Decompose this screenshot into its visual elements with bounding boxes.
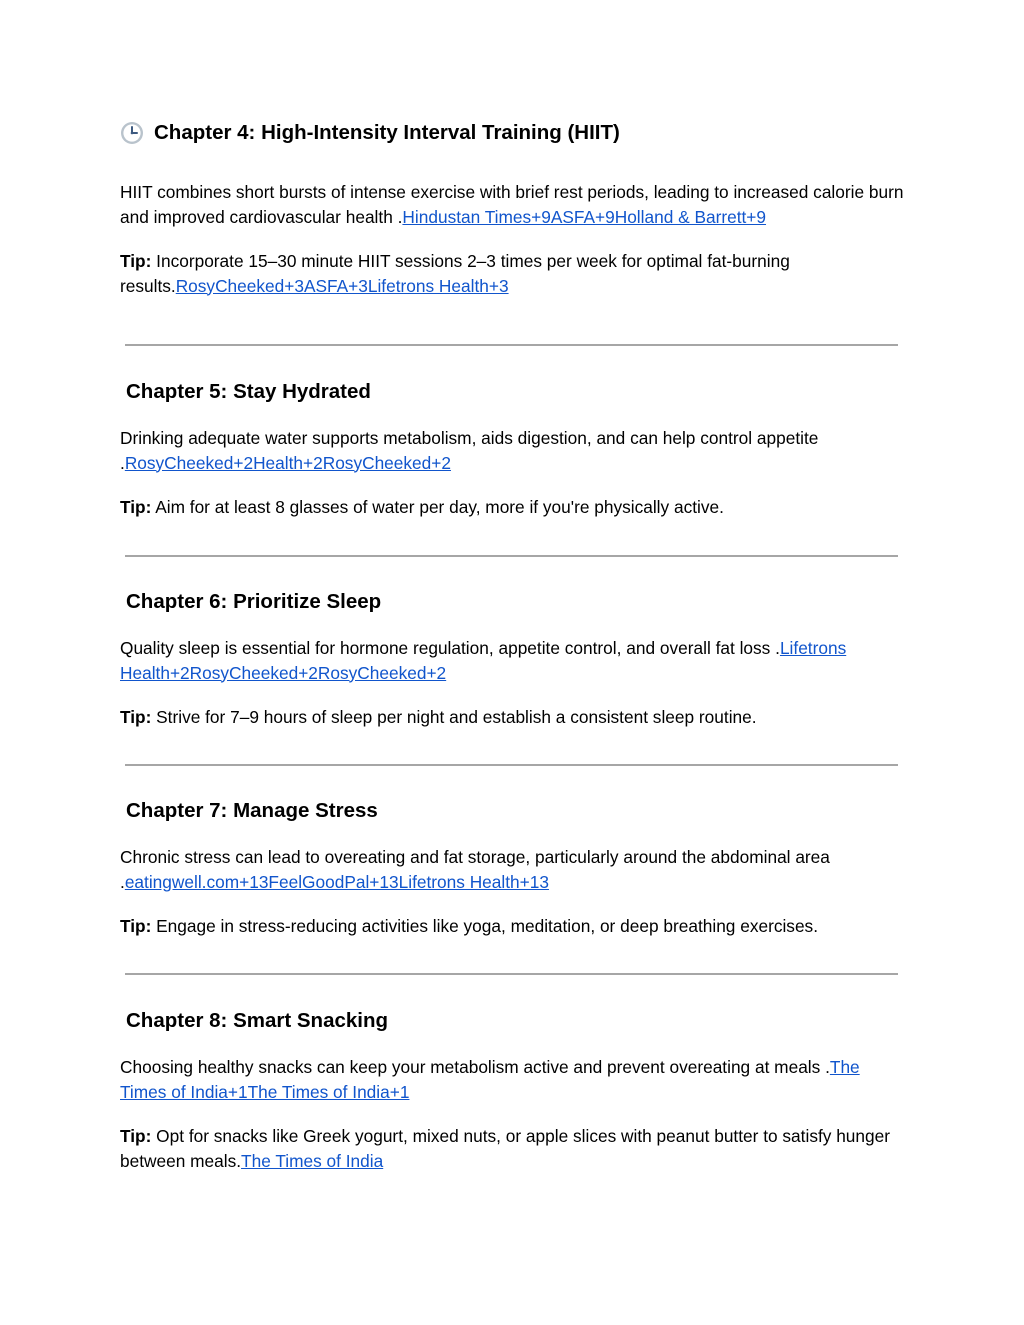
chapter-6-heading — [120, 589, 910, 615]
section-divider — [125, 344, 898, 346]
chapter-4-body-link[interactable]: Hindustan Times+9ASFA+9Holland & Barrett+9 — [402, 206, 767, 227]
chapter-7-body-text: Chronic stress can lead to overeating and fat storage, particularly around the abdominal area . — [120, 847, 830, 892]
chapter-4-body — [120, 180, 910, 229]
chapter-5-heading — [120, 379, 910, 405]
chapter-6-title: Chapter 6: Prioritize Sleep — [126, 590, 382, 613]
chapter-4-tip-link[interactable]: RosyCheeked+3ASFA+3Lifetrons Health+3 — [175, 275, 509, 296]
chapter-6-body-text: Quality sleep is essential for hormone regulation, appetite control, and overall fat loss . — [120, 638, 780, 658]
chapter-6-body-link[interactable]: Lifetrons Health+2RosyCheeked+2RosyCheeked+2 — [120, 638, 847, 683]
chapter-4-tip-text: Incorporate 15–30 minute HIIT sessions 2–3 times per week for optimal fat-burning results. — [120, 251, 790, 296]
chapter-7-section — [120, 798, 910, 939]
chapter-8-body — [120, 1055, 910, 1104]
chapter-8-body-link[interactable]: The Times of India+1The Times of India+1 — [120, 1057, 860, 1102]
chapter-5-tip-label: Tip: — [120, 497, 152, 517]
chapter-5-body — [120, 426, 910, 475]
chapter-4-body-text: HIIT combines short bursts of intense exercise with brief rest periods, leading to increased calorie burn and improved cardiovascular health . — [120, 182, 904, 227]
chapter-6-tip — [120, 705, 910, 730]
chapter-5-title: Chapter 5: Stay Hydrated — [126, 380, 371, 403]
section-divider — [125, 973, 898, 975]
section-divider — [125, 555, 898, 557]
chapter-5-tip-text: Aim for at least 8 glasses of water per day, more if you're physically active. — [151, 497, 724, 517]
chapter-4-section — [120, 120, 910, 298]
chapter-6-tip-text: Strive for 7–9 hours of sleep per night and establish a consistent sleep routine. — [151, 707, 757, 727]
chapter-7-heading — [120, 798, 910, 824]
chapter-8-section — [120, 1008, 910, 1173]
chapter-7-tip-text: Engage in stress-reducing activities like yoga, meditation, or deep breathing exercises. — [151, 916, 819, 936]
chapter-8-tip-link[interactable]: The Times of India — [241, 1150, 384, 1171]
section-divider — [125, 764, 898, 766]
chapter-6-section — [120, 589, 910, 730]
chapter-8-tip-label: Tip: — [120, 1126, 152, 1146]
chapter-8-title: Chapter 8: Smart Snacking — [126, 1009, 389, 1032]
chapter-5-body-text: Drinking adequate water supports metabolism, aids digestion, and can help control appetite . — [120, 428, 819, 473]
chapter-5-section — [120, 379, 910, 520]
chapter-5-body-link[interactable]: RosyCheeked+2Health+2RosyCheeked+2 — [124, 452, 451, 473]
chapter-6-tip-label: Tip: — [120, 707, 152, 727]
chapter-5-tip — [120, 495, 910, 520]
chapter-8-tip — [120, 1124, 910, 1173]
chapter-8-body-text: Choosing healthy snacks can keep your metabolism active and prevent overeating at meals . — [120, 1057, 830, 1077]
chapter-7-title: Chapter 7: Manage Stress — [126, 799, 378, 822]
chapter-7-body-link[interactable]: eatingwell.com+13FeelGoodPal+13Lifetrons Health+13 — [124, 871, 549, 892]
chapter-7-tip-label: Tip: — [120, 916, 152, 936]
chapter-7-body — [120, 845, 910, 894]
chapter-7-tip — [120, 914, 910, 939]
chapter-8-heading — [120, 1008, 910, 1034]
chapter-8-tip-text: Opt for snacks like Greek yogurt, mixed nuts, or apple slices with peanut butter to satisfy hunger between meals. — [120, 1126, 891, 1171]
chapter-6-body — [120, 636, 910, 685]
clock-icon — [120, 121, 144, 145]
chapter-4-title: Chapter 4: High-Intensity Interval Training (HIIT) — [154, 121, 620, 144]
chapter-4-tip-label: Tip: — [120, 251, 152, 271]
chapter-4-heading — [120, 120, 910, 146]
chapter-4-tip — [120, 249, 910, 298]
